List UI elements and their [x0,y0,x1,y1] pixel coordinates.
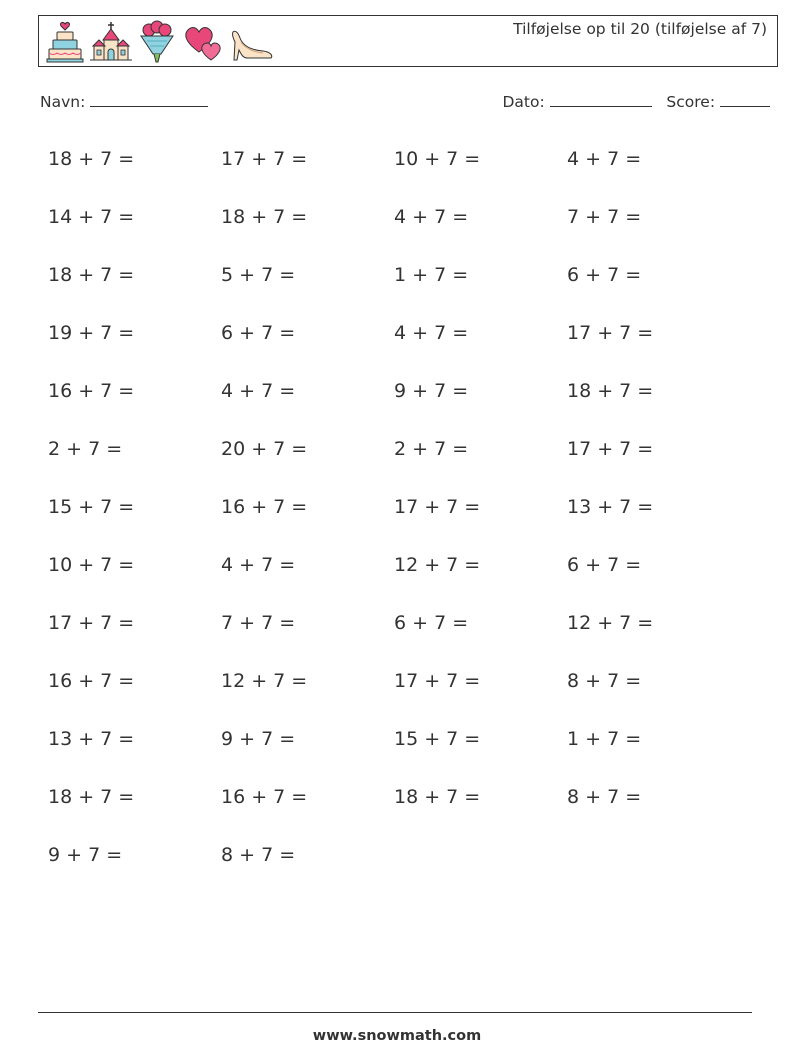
problem-item: 18 + 7 = [567,380,654,402]
problem-item: 18 + 7 = [48,264,135,286]
problem-item: 14 + 7 = [48,206,135,228]
problem-item: 6 + 7 = [567,554,642,576]
problem-item: 16 + 7 = [48,380,135,402]
problem-item: 17 + 7 = [567,438,654,460]
problem-item: 19 + 7 = [48,322,135,344]
problem-item: 17 + 7 = [567,322,654,344]
problem-item: 12 + 7 = [394,554,481,576]
hearts-icon [181,20,225,64]
problem-item: 4 + 7 = [221,380,296,402]
problem-item: 12 + 7 = [567,612,654,634]
score-label: Score: [666,93,716,111]
problem-item: 4 + 7 = [567,148,642,170]
problem-item: 2 + 7 = [48,438,123,460]
problem-item: 17 + 7 = [394,670,481,692]
problem-item: 4 + 7 = [221,554,296,576]
problem-item: 9 + 7 = [48,844,123,866]
problem-item: 15 + 7 = [48,496,135,518]
footer-divider [38,1012,752,1013]
problem-item: 8 + 7 = [567,786,642,808]
problem-item: 13 + 7 = [48,728,135,750]
problem-item: 1 + 7 = [567,728,642,750]
problem-item: 5 + 7 = [221,264,296,286]
problem-item: 12 + 7 = [221,670,308,692]
problem-item: 8 + 7 = [567,670,642,692]
problem-item: 16 + 7 = [221,496,308,518]
name-label: Navn: [40,93,86,111]
problem-item: 6 + 7 = [221,322,296,344]
problem-item: 4 + 7 = [394,206,469,228]
problem-item: 18 + 7 = [48,148,135,170]
problem-item: 15 + 7 = [394,728,481,750]
worksheet-title: Tilføjelse op til 20 (tilføjelse af 7) [513,20,767,38]
score-blank-line[interactable] [720,92,770,107]
problem-item: 8 + 7 = [221,844,296,866]
problem-item: 17 + 7 = [394,496,481,518]
name-field [40,92,208,111]
footer-website: www.snowmath.com [312,1028,482,1044]
bouquet-icon [137,20,177,64]
date-label: Dato: [502,93,545,111]
problem-item: 6 + 7 = [567,264,642,286]
problem-item: 20 + 7 = [221,438,308,460]
wedding-cake-icon [45,20,85,64]
problem-item: 17 + 7 = [48,612,135,634]
problem-item: 2 + 7 = [394,438,469,460]
problem-item: 7 + 7 = [567,206,642,228]
problem-item: 6 + 7 = [394,612,469,634]
problem-item: 18 + 7 = [48,786,135,808]
problem-item: 17 + 7 = [221,148,308,170]
name-blank-line[interactable] [90,92,208,107]
problem-item: 13 + 7 = [567,496,654,518]
date-blank-line[interactable] [550,92,652,107]
problem-item: 18 + 7 = [394,786,481,808]
problem-item: 10 + 7 = [394,148,481,170]
problem-item: 16 + 7 = [48,670,135,692]
problem-item: 1 + 7 = [394,264,469,286]
high-heel-shoe-icon [229,20,275,64]
problem-item: 16 + 7 = [221,786,308,808]
problem-item: 9 + 7 = [394,380,469,402]
problem-item: 18 + 7 = [221,206,308,228]
problem-item: 7 + 7 = [221,612,296,634]
header-box [38,15,778,67]
date-score-fields [502,92,770,111]
problem-item: 4 + 7 = [394,322,469,344]
header-icons [45,20,275,64]
problem-item: 10 + 7 = [48,554,135,576]
problem-item: 9 + 7 = [221,728,296,750]
church-icon [89,20,133,64]
